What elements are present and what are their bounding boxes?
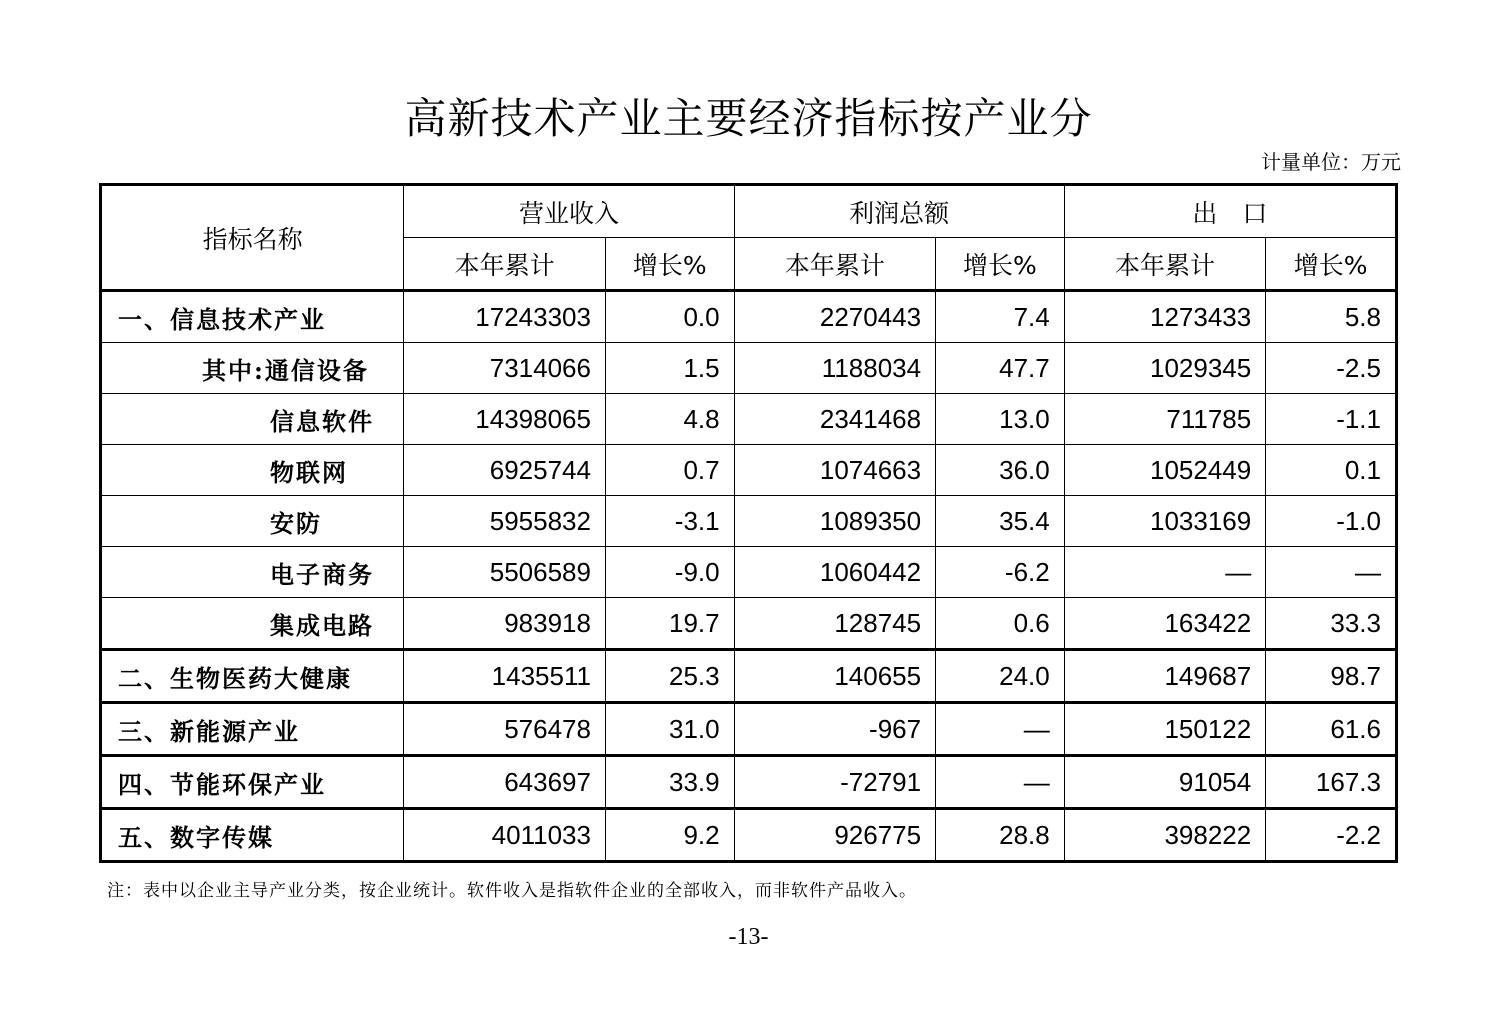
row-value: 163422	[1064, 598, 1266, 650]
row-value: 1029345	[1064, 343, 1266, 394]
row-value: -72791	[734, 756, 936, 809]
row-value: 1435511	[404, 650, 606, 703]
row-value: 140655	[734, 650, 936, 703]
header-sub: 增长%	[605, 238, 734, 291]
row-value: 33.3	[1266, 598, 1397, 650]
row-value: 4011033	[404, 809, 606, 862]
header-export: 出 口	[1064, 185, 1396, 238]
row-value: 1060442	[734, 547, 936, 598]
row-value: 28.8	[936, 809, 1065, 862]
row-value: 17243303	[404, 291, 606, 343]
row-value: 19.7	[605, 598, 734, 650]
row-value: 2270443	[734, 291, 936, 343]
row-name: 五、数字传媒	[101, 809, 404, 862]
row-name: 四、节能环保产业	[101, 756, 404, 809]
row-name: 一、信息技术产业	[101, 291, 404, 343]
row-value: 1052449	[1064, 445, 1266, 496]
row-value: 1.5	[605, 343, 734, 394]
row-value: -1.1	[1266, 394, 1397, 445]
row-value: 2341468	[734, 394, 936, 445]
row-value: 5.8	[1266, 291, 1397, 343]
row-value: 0.6	[936, 598, 1065, 650]
row-value: —	[1064, 547, 1266, 598]
row-value: 1273433	[1064, 291, 1266, 343]
page-number: -13-	[728, 924, 769, 950]
row-value: 128745	[734, 598, 936, 650]
row-value: 33.9	[605, 756, 734, 809]
row-value: 1089350	[734, 496, 936, 547]
table-row	[101, 703, 1397, 756]
row-value: 98.7	[1266, 650, 1397, 703]
row-name: 二、生物医药大健康	[101, 650, 404, 703]
row-name: 安防	[101, 496, 404, 547]
row-value: 576478	[404, 703, 606, 756]
row-value: 9.2	[605, 809, 734, 862]
row-value: 61.6	[1266, 703, 1397, 756]
table-row	[101, 496, 1397, 547]
row-value: 149687	[1064, 650, 1266, 703]
indicator-table	[99, 183, 1398, 863]
table-row	[101, 547, 1397, 598]
row-value: 398222	[1064, 809, 1266, 862]
header-sub: 本年累计	[404, 238, 606, 291]
row-value: 150122	[1064, 703, 1266, 756]
table-row	[101, 598, 1397, 650]
row-value: 1074663	[734, 445, 936, 496]
row-value: 36.0	[936, 445, 1065, 496]
row-name: 电子商务	[101, 547, 404, 598]
header-sub: 增长%	[1266, 238, 1397, 291]
header-sub: 本年累计	[734, 238, 936, 291]
row-value: 4.8	[605, 394, 734, 445]
table-row	[101, 291, 1397, 343]
row-value: 1033169	[1064, 496, 1266, 547]
header-sub: 本年累计	[1064, 238, 1266, 291]
row-value: 167.3	[1266, 756, 1397, 809]
table-row	[101, 445, 1397, 496]
row-name: 信息软件	[101, 394, 404, 445]
table-row	[101, 343, 1397, 394]
row-value: 0.7	[605, 445, 734, 496]
row-value: 0.0	[605, 291, 734, 343]
footnote: 注：表中以企业主导产业分类，按企业统计。软件收入是指软件企业的全部收入，而非软件产品收入。	[107, 881, 917, 901]
row-value: 24.0	[936, 650, 1065, 703]
row-value: -2.2	[1266, 809, 1397, 862]
row-value: -1.0	[1266, 496, 1397, 547]
page-title: 高新技术产业主要经济指标按产业分	[404, 94, 1093, 143]
row-value: 5506589	[404, 547, 606, 598]
row-value: -2.5	[1266, 343, 1397, 394]
row-value: 31.0	[605, 703, 734, 756]
unit-label: 计量单位：万元	[1261, 150, 1401, 174]
table-row	[101, 394, 1397, 445]
row-value: —	[936, 756, 1065, 809]
row-value: 14398065	[404, 394, 606, 445]
header-revenue: 营业收入	[404, 185, 734, 238]
row-value: 7314066	[404, 343, 606, 394]
row-value: -967	[734, 703, 936, 756]
row-value: -9.0	[605, 547, 734, 598]
row-value: 0.1	[1266, 445, 1397, 496]
row-value: 983918	[404, 598, 606, 650]
row-value: 1188034	[734, 343, 936, 394]
row-value: —	[936, 703, 1065, 756]
row-value: 47.7	[936, 343, 1065, 394]
row-value: -6.2	[936, 547, 1065, 598]
header-name: 指标名称	[101, 185, 404, 291]
row-value: 7.4	[936, 291, 1065, 343]
row-value: 6925744	[404, 445, 606, 496]
table-row	[101, 809, 1397, 862]
row-value: 926775	[734, 809, 936, 862]
row-name: 其中:通信设备	[101, 343, 404, 394]
row-name: 三、新能源产业	[101, 703, 404, 756]
row-value: —	[1266, 547, 1397, 598]
table-row	[101, 756, 1397, 809]
row-value: 5955832	[404, 496, 606, 547]
row-value: 35.4	[936, 496, 1065, 547]
header-sub: 增长%	[936, 238, 1065, 291]
table-row	[101, 650, 1397, 703]
header-profit: 利润总额	[734, 185, 1064, 238]
row-name: 物联网	[101, 445, 404, 496]
row-value: 13.0	[936, 394, 1065, 445]
row-name: 集成电路	[101, 598, 404, 650]
row-value: 643697	[404, 756, 606, 809]
row-value: 91054	[1064, 756, 1266, 809]
row-value: 25.3	[605, 650, 734, 703]
row-value: -3.1	[605, 496, 734, 547]
row-value: 711785	[1064, 394, 1266, 445]
